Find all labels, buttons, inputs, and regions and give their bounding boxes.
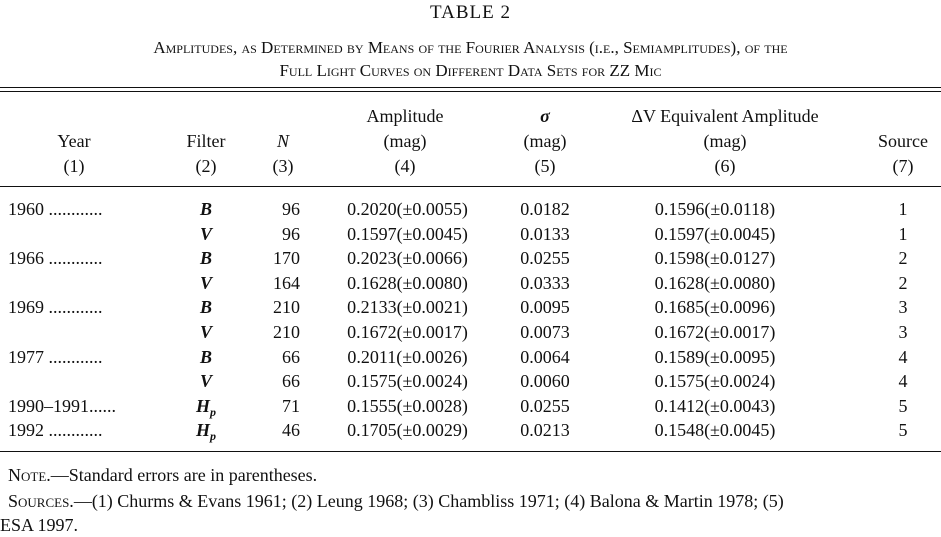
cell-n: 71 [282,395,300,416]
cell-source: 4 [898,346,908,367]
note-text: —Standard errors are in parentheses. [50,465,318,485]
sources-line-2: ESA 1997. [0,515,79,535]
sources-label: Sources. [8,491,74,511]
cell-sigma: 0.0095 [520,297,570,318]
table-note [8,463,941,487]
header-sigma-num: (5) [534,156,556,176]
cell-dv: 0.1597(±0.0045) [654,223,776,244]
cell-source: 2 [898,272,908,293]
table-sources [8,489,941,513]
cell-amplitude: 0.1672(±0.0017) [347,322,468,342]
cell-amplitude: 0.1575(±0.0024) [347,371,468,392]
header-sigma-unit: (mag) [523,131,567,151]
cell-source: 2 [898,248,908,269]
cell-source: 5 [898,395,908,416]
cell-source: 5 [898,420,908,441]
cell-sigma: 0.0333 [520,272,570,293]
cell-dv: 0.1548(±0.0045) [654,420,776,441]
cell-n: 96 [282,199,300,219]
cell-filter: $H_p$ [195,420,216,444]
header-filter: Filter [186,131,226,151]
caption-line-2: Full Light Curves on Different Data Sets for ZZ Mic [279,61,662,80]
cell-source: 1 [898,223,908,244]
cell-sigma: 0.0064 [520,346,570,367]
header-year: Year [57,131,91,151]
cell-dv: 0.1412(±0.0043) [654,395,776,416]
header-filter-num: (2) [195,156,217,176]
cell-year: 1992 ............ [8,420,103,441]
cell-year: 1990–1991...... [8,395,116,416]
cell-filter: V [199,371,212,392]
header-year-num: (1) [63,156,85,176]
cell-filter: B [199,248,212,269]
cell-filter: $H_p$ [195,395,216,419]
cell-amplitude: 0.2020(±0.0055) [347,199,468,219]
caption-line-1: Amplitudes, as Determined by Means of the Fourier Analysis (i.e., Semiamplitudes), of the [153,38,788,57]
cell-year: 1977 ............ [8,346,103,367]
cell-amplitude: 0.2023(±0.0066) [347,248,468,269]
cell-year: 1960 ............ [8,199,103,219]
cell-sigma: 0.0255 [520,248,570,269]
cell-amplitude: 0.1705(±0.0029) [347,420,468,441]
cell-n: 96 [282,223,300,244]
cell-amplitude: 0.1555(±0.0028) [347,395,468,416]
cell-filter: B [199,346,212,367]
cell-source: 3 [898,297,908,318]
top-rule-2 [0,91,941,92]
cell-year: 1966 ............ [8,248,103,269]
cell-n: 170 [273,248,300,269]
cell-sigma: 0.0213 [520,420,570,441]
sources-line-1: —(1) Churms & Evans 1961; (2) Leung 1968; (3) Chambliss 1971; (4) Balona & Martin 1978; (5) [73,491,784,511]
cell-filter: B [199,297,212,318]
note-label: Note. [8,465,51,485]
cell-n: 210 [273,297,300,318]
cell-amplitude: 0.2133(±0.0021) [347,297,468,318]
cell-dv: 0.1596(±0.0118) [654,199,776,219]
cell-filter: V [199,223,212,244]
cell-filter: V [199,322,212,342]
header-n: N [276,131,289,151]
cell-source: 3 [898,322,908,342]
cell-filter: V [199,272,212,293]
table-caption [0,36,941,82]
cell-n: 66 [282,346,300,367]
bottom-rule [0,451,941,452]
cell-dv: 0.1685(±0.0096) [654,297,776,318]
cell-n: 210 [273,322,300,342]
cell-amplitude: 0.1597(±0.0045) [347,223,468,244]
header-amplitude: Amplitude [366,106,444,126]
header-dv-unit: (mag) [703,131,747,151]
cell-amplitude: 0.2011(±0.0026) [347,346,468,367]
header-amplitude-unit: (mag) [383,131,427,151]
cell-sigma: 0.0255 [520,395,570,416]
cell-filter-subscript: p [210,404,216,419]
cell-sigma: 0.0060 [520,371,570,392]
cell-sigma: 0.0133 [520,223,570,244]
header-dv-num: (6) [714,156,736,176]
header-amplitude-num: (4) [394,156,416,176]
cell-n: 46 [282,420,300,441]
cell-sigma: 0.0073 [520,322,570,342]
cell-amplitude: 0.1628(±0.0080) [347,272,468,293]
header-dv: ΔV Equivalent Amplitude [631,106,819,126]
cell-n: 164 [273,272,300,293]
cell-filter: B [199,199,212,219]
header-n-num: (3) [272,156,294,176]
cell-dv: 0.1598(±0.0127) [654,248,776,269]
header-source-num: (7) [892,156,914,176]
top-rule [0,87,941,88]
cell-n: 66 [282,371,300,392]
cell-source: 4 [898,371,908,392]
cell-dv: 0.1589(±0.0095) [654,346,776,367]
cell-sigma: 0.0182 [520,199,570,219]
cell-source: 1 [898,199,908,219]
header-source: Source [878,131,928,151]
cell-filter-subscript: p [210,429,216,444]
table-label: TABLE 2 [430,2,511,23]
header-sigma: σ [540,106,550,126]
cell-dv: 0.1575(±0.0024) [654,371,776,392]
cell-dv: 0.1628(±0.0080) [654,272,776,293]
header-rule [0,186,941,187]
cell-year: 1969 ............ [8,297,103,318]
cell-dv: 0.1672(±0.0017) [654,322,776,342]
